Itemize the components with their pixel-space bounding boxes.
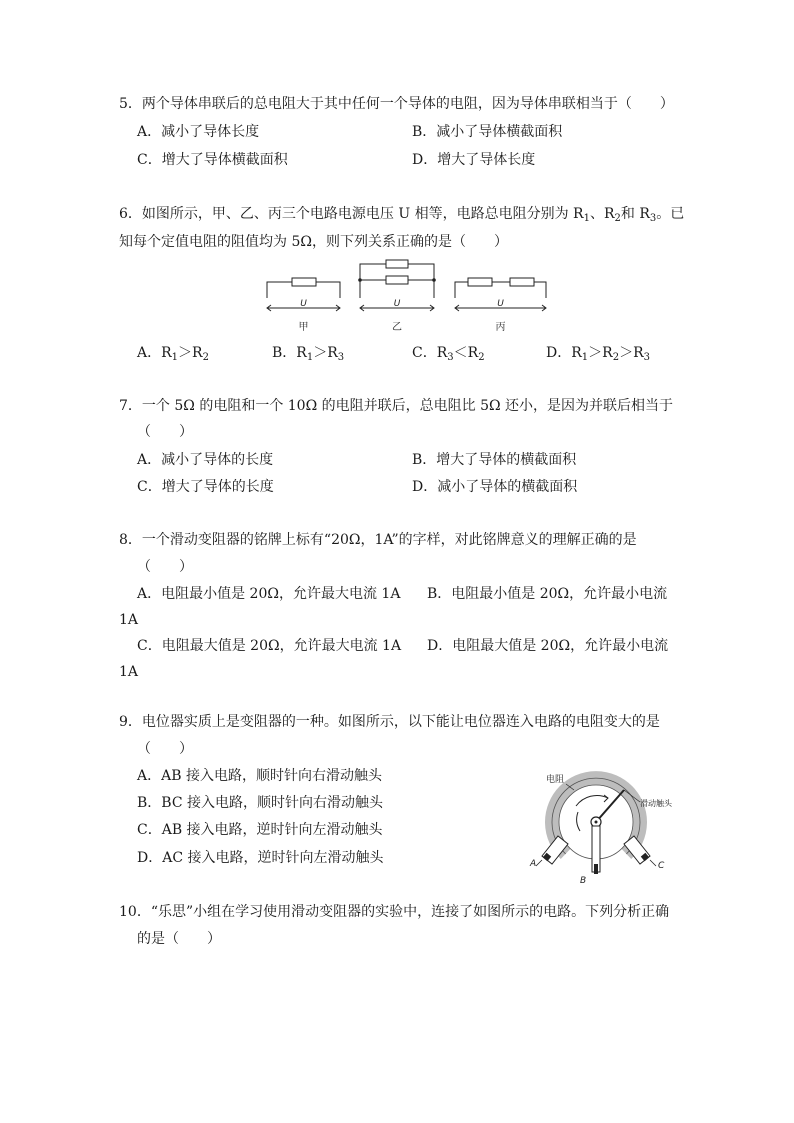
q6-option-d[interactable]: D．$R_1>R_2>R_3$	[546, 345, 650, 363]
q8-option-d-wrap: 1A	[119, 664, 139, 680]
q5-stem: 5．两个导体串联后的总电阻大于其中任何一个导体的电阻，因为导体串联相当于（ ）	[119, 96, 674, 112]
fig-u-yi: U	[393, 299, 401, 309]
q6-stem-line1: 6．如图所示，甲、乙、丙三个电路电源电压 U 相等，电路总电阻分别为 $R_1$、$R_2$和 $R_3$。已	[119, 206, 685, 224]
q8-stem-line1: 8．一个滑动变阻器的铭牌上标有“20Ω，1A”的字样，对此铭牌意义的理解正确的是	[119, 532, 637, 548]
fig-label-bing: 丙	[495, 322, 506, 333]
q8-option-b-wrap: 1A	[119, 612, 139, 628]
q5-option-b[interactable]: B．减小了导体横截面积	[412, 124, 563, 140]
fig-label-jia: 甲	[298, 322, 309, 333]
q9-potentiometer-figure	[528, 768, 678, 886]
q8-option-a[interactable]: A．电阻最小值是 20Ω，允许最大电流 1A	[137, 586, 401, 602]
q7-option-b[interactable]: B．增大了导体的横截面积	[412, 452, 577, 468]
q9-stem-line2: （ ）	[137, 741, 193, 757]
q10-stem-line2: 的是（ ）	[137, 931, 221, 947]
fig-label-yi: 乙	[392, 322, 402, 333]
q5-option-d[interactable]: D．增大了导体长度	[412, 152, 536, 168]
q5-option-a[interactable]: A．减小了导体长度	[137, 124, 260, 140]
q9-option-c[interactable]: C．AB 接入电路，逆时针向左滑动触头	[137, 822, 383, 838]
q6-circuit-figure	[262, 254, 557, 336]
q7-option-d[interactable]: D．减小了导体的横截面积	[412, 479, 578, 495]
fig-u-bing: U	[497, 299, 504, 309]
q9-option-d[interactable]: D．AC 接入电路，逆时针向左滑动触头	[137, 850, 384, 866]
fig-terminal-c: C	[658, 861, 665, 871]
q7-option-a[interactable]: A．减小了导体的长度	[137, 452, 274, 468]
q6-option-b[interactable]: B．$R_1>R_3$	[272, 345, 345, 363]
q9-option-b[interactable]: B．BC 接入电路，顺时针向右滑动触头	[137, 795, 383, 811]
q8-option-d[interactable]: D．电阻最大值是 20Ω，允许最小电流	[427, 638, 669, 654]
q8-option-b[interactable]: B．电阻最小值是 20Ω，允许最小电流	[427, 586, 668, 602]
fig-slider-label: 滑动触头	[640, 799, 672, 808]
q6-option-c[interactable]: C．$R_3<R_2$	[412, 345, 485, 363]
fig-terminal-a: A	[530, 859, 537, 869]
q5-option-c[interactable]: C．增大了导体横截面积	[137, 152, 288, 168]
fig-terminal-b: B	[580, 876, 587, 886]
q6-stem-line2: 知每个定值电阻的阻值均为 5Ω，则下列关系正确的是（ ）	[119, 234, 508, 250]
q10-stem-line1: 10．“乐思”小组在学习使用滑动变阻器的实验中，连接了如图所示的电路。下列分析正确	[119, 904, 670, 920]
fig-u-jia: U	[300, 299, 307, 309]
q7-stem-line2: （ ）	[137, 424, 193, 440]
q7-option-c[interactable]: C．增大了导体的长度	[137, 479, 274, 495]
q7-stem-line1: 7．一个 5Ω 的电阻和一个 10Ω 的电阻并联后，总电阻比 5Ω 还小，是因为并联后相当于	[119, 398, 674, 414]
fig-resistor-label: 电阻	[546, 775, 565, 785]
q8-option-c[interactable]: C．电阻最大值是 20Ω，允许最大电流 1A	[137, 638, 402, 654]
q8-stem-line2: （ ）	[137, 559, 193, 575]
q9-stem-line1: 9．电位器实质上是变阻器的一种。如图所示，以下能让电位器连入电路的电阻变大的是	[119, 714, 660, 730]
q9-option-a[interactable]: A．AB 接入电路，顺时针向右滑动触头	[137, 768, 382, 784]
q6-option-a[interactable]: A．$R_1>R_2$	[137, 345, 209, 363]
